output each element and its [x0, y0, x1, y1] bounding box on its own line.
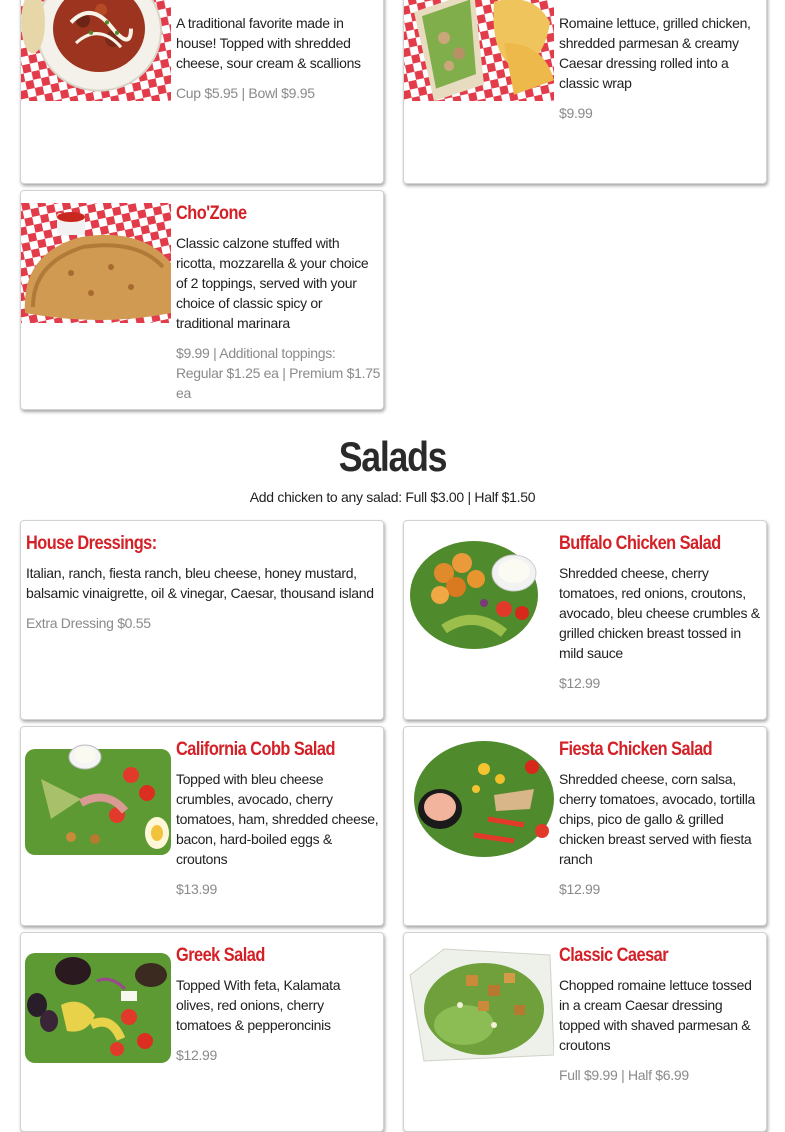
item-title: House Dressings: — [26, 533, 157, 554]
caesar-wrap-image — [404, 0, 554, 101]
menu-item-card[interactable] — [403, 932, 767, 1132]
item-description: Italian, ranch, fiesta ranch, bleu cheese, honey mustard, balsamic vinaigrette, oil & vinegar, Caesar, thousand island — [26, 565, 374, 601]
item-title: Cho'Zone — [176, 203, 247, 224]
item-price: $12.99 — [559, 675, 601, 691]
menu-item-card[interactable] — [20, 726, 384, 926]
menu-item-card[interactable] — [20, 520, 384, 720]
fiesta-salad-image — [404, 739, 554, 859]
item-price: Full $9.99 | Half $6.99 — [559, 1067, 689, 1083]
menu-item-card[interactable] — [403, 0, 767, 184]
greek-salad-image — [21, 945, 171, 1065]
item-price: $9.99 — [559, 105, 593, 121]
item-description: Chopped romaine lettuce tossed in a cream Caesar dressing topped with shaved parmesan & croutons — [559, 977, 752, 1053]
item-title: California Cobb Salad — [176, 739, 335, 760]
item-description: Shredded cheese, cherry tomatoes, red onions, croutons, avocado, bleu cheese crumbles & grilled chicken breast tossed in mild sauce — [559, 565, 760, 661]
item-description: A traditional favorite made in house! Topped with shredded cheese, sour cream & scallions — [176, 15, 361, 71]
calzone-image — [21, 203, 171, 323]
item-title: Buffalo Chicken Salad — [559, 533, 721, 554]
cobb-salad-image — [21, 739, 171, 859]
section-subtitle: Add chicken to any salad: Full $3.00 | Half $1.50 — [249, 489, 536, 505]
item-description: Topped with bleu cheese crumbles, avocado, cherry tomatoes, ham, shredded cheese, bacon, hard-boiled eggs & croutons — [176, 771, 379, 867]
item-title: Greek Salad — [176, 945, 265, 966]
caesar-salad-image — [404, 945, 554, 1065]
menu-item-card[interactable] — [20, 0, 384, 184]
item-title: Fiesta Chicken Salad — [559, 739, 713, 760]
item-description: Romaine lettuce, grilled chicken, shredded parmesan & creamy Caesar dressing rolled into a classic wrap — [559, 15, 751, 91]
menu-item-card[interactable] — [403, 726, 767, 926]
menu-item-card[interactable] — [403, 520, 767, 720]
item-price: Extra Dressing $0.55 — [26, 615, 151, 631]
buffalo-salad-image — [404, 533, 554, 653]
section-title: Salads — [338, 433, 447, 480]
menu-item-card[interactable] — [20, 190, 384, 410]
item-price: $12.99 — [559, 881, 601, 897]
item-price: $9.99 | Additional toppings: Regular $1.25 ea | Premium $1.75 ea — [176, 345, 381, 401]
item-price: $13.99 — [176, 881, 218, 897]
menu-item-card[interactable] — [20, 932, 384, 1132]
item-description: Topped With feta, Kalamata olives, red onions, cherry tomatoes & pepperoncinis — [176, 977, 341, 1033]
item-description: Classic calzone stuffed with ricotta, mozzarella & your choice of 2 toppings, served with your choice of classic spicy or traditional marinara — [176, 235, 369, 331]
item-price: $12.99 — [176, 1047, 218, 1063]
item-title: Classic Caesar — [559, 945, 669, 966]
chili-bowl-image — [21, 0, 171, 101]
item-price: Cup $5.95 | Bowl $9.95 — [176, 85, 315, 101]
item-description: Shredded cheese, corn salsa, cherry tomatoes, avocado, tortilla chips, pico de gallo & grilled chicken breast served with fiesta ranch — [559, 771, 756, 867]
